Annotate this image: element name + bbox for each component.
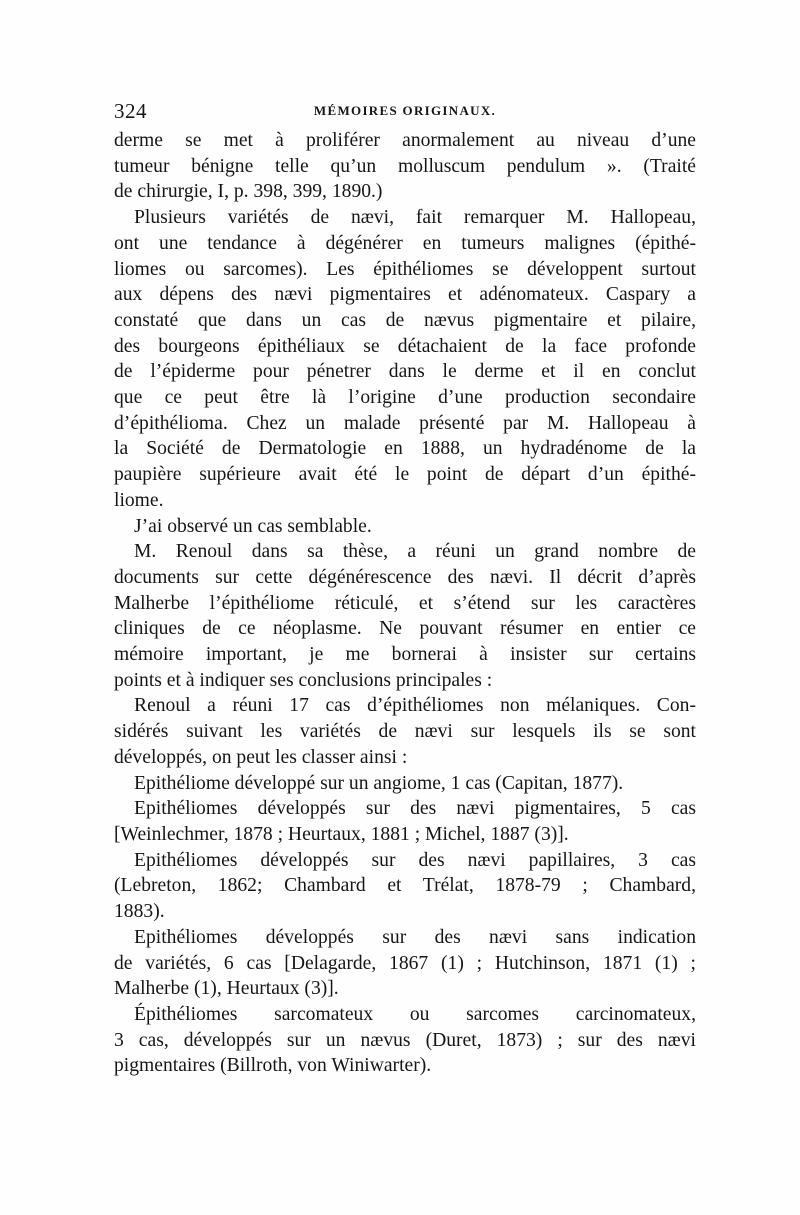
- paragraph: [114, 771, 696, 797]
- text-line: tumeur bénigne telle qu’un molluscum pendulum ». (Traité: [114, 155, 696, 177]
- text-line: de l’épiderme pour pénetrer dans le derme et il en conclut: [114, 361, 696, 383]
- text-line: aux dépens des nævi pigmentaires et adénomateux. Caspary a: [114, 284, 696, 306]
- text-line: 1883).: [114, 901, 165, 923]
- text-line: Epithéliomes développés sur des nævi sans indication: [134, 926, 696, 948]
- text-line: de variétés, 6 cas [Delagarde, 1867 (1) ; Hutchinson, 1871 (1) ;: [114, 952, 696, 974]
- text-line: Renoul a réuni 17 cas d’épithéliomes non mélaniques. Con-: [134, 695, 696, 717]
- text-line: derme se met à proliférer anormalement au niveau d’une: [114, 130, 696, 151]
- text-line: la Société de Dermatologie en 1888, un hydradénome de la: [114, 438, 696, 460]
- text-line: M. Renoul dans sa thèse, a réuni un grand nombre de: [134, 541, 696, 563]
- text-line: mémoire important, je me bornerai à insister sur certains: [114, 644, 696, 666]
- text-line: des bourgeons épithéliaux se détachaient de la face profonde: [114, 335, 696, 357]
- text-line: documents sur cette dégénérescence des nævi. Il décrit d’après: [114, 566, 696, 588]
- paragraph: [114, 539, 696, 693]
- text-line: Epithéliome développé sur un angiome, 1 cas (Capitan, 1877).: [134, 772, 624, 794]
- text-line: Malherbe (1), Heurtaux (3)].: [114, 978, 339, 1000]
- text-line: pigmentaires (Billroth, von Winiwarter).: [114, 1055, 432, 1077]
- text-line: développés, on peut les classer ainsi :: [114, 746, 408, 768]
- body-text: [114, 128, 696, 1079]
- page-number: 324: [114, 99, 147, 123]
- paragraph: [114, 796, 696, 847]
- text-line: Épithéliomes sarcomateux ou sarcomes carcinomateux,: [134, 1003, 696, 1025]
- text-line: liomes ou sarcomes). Les épithéliomes se développent surtout: [114, 258, 696, 280]
- paragraph: [114, 128, 696, 205]
- text-line: points et à indiquer ses conclusions principales :: [114, 669, 493, 691]
- paragraph: [114, 925, 696, 1002]
- paragraph: [114, 693, 696, 770]
- text-line: 3 cas, développés sur un nævus (Duret, 1873) ; sur des nævi: [114, 1029, 696, 1051]
- text-line: paupière supérieure avait été le point de départ d’un épithé-: [114, 464, 696, 486]
- text-line: J’ai observé un cas semblable.: [134, 515, 372, 537]
- paragraph: [114, 1002, 696, 1079]
- text-line: liome.: [114, 489, 164, 511]
- text-line: Plusieurs variétés de nævi, fait remarquer M. Hallopeau,: [134, 207, 696, 229]
- running-head: [114, 97, 696, 125]
- text-line: Epithéliomes développés sur des nævi pigmentaires, 5 cas: [134, 798, 696, 820]
- header-title: MÉMOIRES ORIGINAUX.: [313, 103, 497, 118]
- paragraph: [114, 514, 696, 540]
- text-line: sidérés suivant les variétés de nævi sur lesquels ils se sont: [114, 721, 696, 743]
- text-line: (Lebreton, 1862; Chambard et Trélat, 1878-79 ; Chambard,: [114, 875, 696, 897]
- paragraph: [114, 205, 696, 513]
- text-line: que ce peut être là l’origine d’une production secondaire: [114, 387, 696, 409]
- text-line: ont une tendance à dégénérer en tumeurs malignes (épithé-: [114, 232, 696, 254]
- text-line: Epithéliomes développés sur des nævi papillaires, 3 cas: [134, 849, 696, 871]
- text-line: constaté que dans un cas de nævus pigmentaire et pilaire,: [114, 309, 696, 331]
- text-line: de chirurgie, I, p. 398, 399, 1890.): [114, 181, 383, 203]
- text-line: d’épithélioma. Chez un malade présenté par M. Hallopeau à: [114, 412, 696, 434]
- paragraph: [114, 848, 696, 925]
- text-line: cliniques de ce néoplasme. Ne pouvant résumer en entier ce: [114, 618, 696, 640]
- text-line: [Weinlechmer, 1878 ; Heurtaux, 1881 ; Michel, 1887 (3)].: [114, 823, 569, 845]
- text-line: Malherbe l’épithéliome réticulé, et s’étend sur les caractères: [114, 592, 696, 614]
